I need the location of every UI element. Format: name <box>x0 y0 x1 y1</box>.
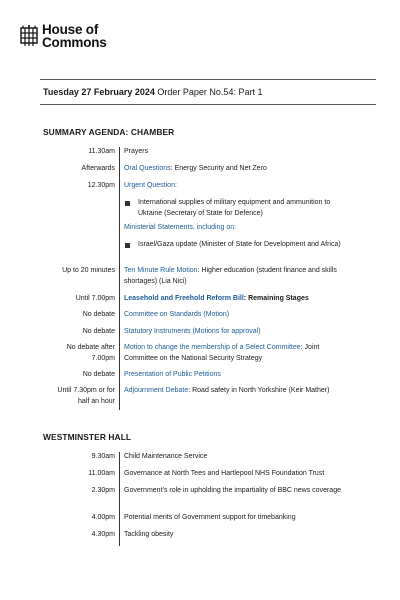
agenda-time <box>35 386 115 407</box>
agenda-time: 9.30am <box>91 453 115 460</box>
agenda-time: Until 7.00pm <box>75 295 115 302</box>
public-petitions-link[interactable]: Presentation of Public Petitions <box>124 371 221 378</box>
agenda-time <box>35 343 115 364</box>
agenda-item: Prayers <box>124 148 149 155</box>
square-bullet-icon <box>125 201 130 206</box>
heading-rest: Order Paper No.54: Part 1 <box>154 87 263 97</box>
ten-minute-rule-motion-link[interactable]: Ten Minute Rule Motion <box>124 267 198 274</box>
agenda-time-line-2: half an hour <box>78 397 115 405</box>
agenda-item: Government’s role in upholding the impartiality of BBC news coverage <box>124 487 341 494</box>
agenda-time: 4.00pm <box>91 514 115 521</box>
adjournment-debate-link[interactable]: Adjournment Debate <box>124 387 189 394</box>
divider-bottom <box>40 104 376 105</box>
agenda-time-line-1: No debate after <box>66 344 115 351</box>
logo-line-2: Commons <box>42 34 107 50</box>
agenda-time-line-2: 7.00pm <box>91 354 115 362</box>
select-committee-motion-link[interactable]: Motion to change the membership of a Select Committee <box>124 344 301 351</box>
agenda-time: Up to 20 minutes <box>62 267 115 274</box>
chamber-section-title: SUMMARY AGENDA: CHAMBER <box>43 127 175 137</box>
order-paper-heading <box>43 87 262 97</box>
agenda-time: No debate <box>82 311 115 318</box>
urgent-question-link[interactable]: Urgent Question: <box>124 182 177 189</box>
heading-date: Tuesday 27 February 2024 <box>43 87 155 97</box>
agenda-time: No debate <box>82 371 115 378</box>
house-of-commons-logo <box>20 24 107 49</box>
agenda-bullet-text: Israel/Gaza update (Minister of State for Development and Africa) <box>138 241 341 248</box>
agenda-divider-line <box>119 147 120 410</box>
agenda-item-text: : Remaining Stages <box>243 295 309 302</box>
agenda-time-line-1: Until 7.30pm or for <box>57 387 115 394</box>
agenda-time: 11.00am <box>88 470 115 477</box>
square-bullet-icon <box>125 243 130 248</box>
leasehold-bill-link[interactable]: Leasehold and Freehold Reform Bill <box>124 295 244 302</box>
agenda-time: 11.30am <box>88 148 115 155</box>
portcullis-icon <box>20 25 38 47</box>
agenda-time: Afterwards <box>81 165 115 172</box>
oral-questions-link[interactable]: Oral Questions <box>124 165 171 172</box>
westminster-hall-section-title: WESTMINSTER HALL <box>43 432 132 442</box>
statutory-instruments-link[interactable]: Statutory Instruments (Motions for approval) <box>124 328 261 335</box>
divider-top <box>40 79 376 80</box>
agenda-item-text: : Energy Security and Net Zero <box>170 165 267 172</box>
agenda-time: 4.30pm <box>91 531 115 538</box>
chamber-agenda <box>0 147 400 410</box>
agenda-bullet-text: International supplies of military equipment and ammunition to Ukraine (Secretary of State for Defence) <box>138 199 331 217</box>
committee-on-standards-link[interactable]: Committee on Standards (Motion) <box>124 311 230 318</box>
agenda-time: 12.30pm <box>87 182 115 189</box>
agenda-item: Child Maintenance Service <box>124 453 208 460</box>
agenda-item: Tackling obesity <box>124 531 174 538</box>
logo-line-1: House of <box>42 22 99 37</box>
agenda-item-text: : Higher education (student finance and skills shortages) (Lia Nici) <box>124 267 337 285</box>
agenda-item: Governance at North Tees and Hartlepool NHS Foundation Trust <box>124 470 325 477</box>
ministerial-statements-link[interactable]: Ministerial Statements, including on: <box>124 224 237 231</box>
agenda-item: Potential merits of Government support for timebanking <box>124 514 296 521</box>
agenda-item-text: : Joint Committee on the National Security Strategy <box>124 344 320 362</box>
agenda-time: 2.30pm <box>91 487 115 494</box>
agenda-divider-line <box>119 452 120 546</box>
westminster-hall-agenda <box>0 452 400 546</box>
agenda-item-text: : Road safety in North Yorkshire (Keir Mather) <box>188 387 330 394</box>
agenda-time: No debate <box>82 328 115 335</box>
